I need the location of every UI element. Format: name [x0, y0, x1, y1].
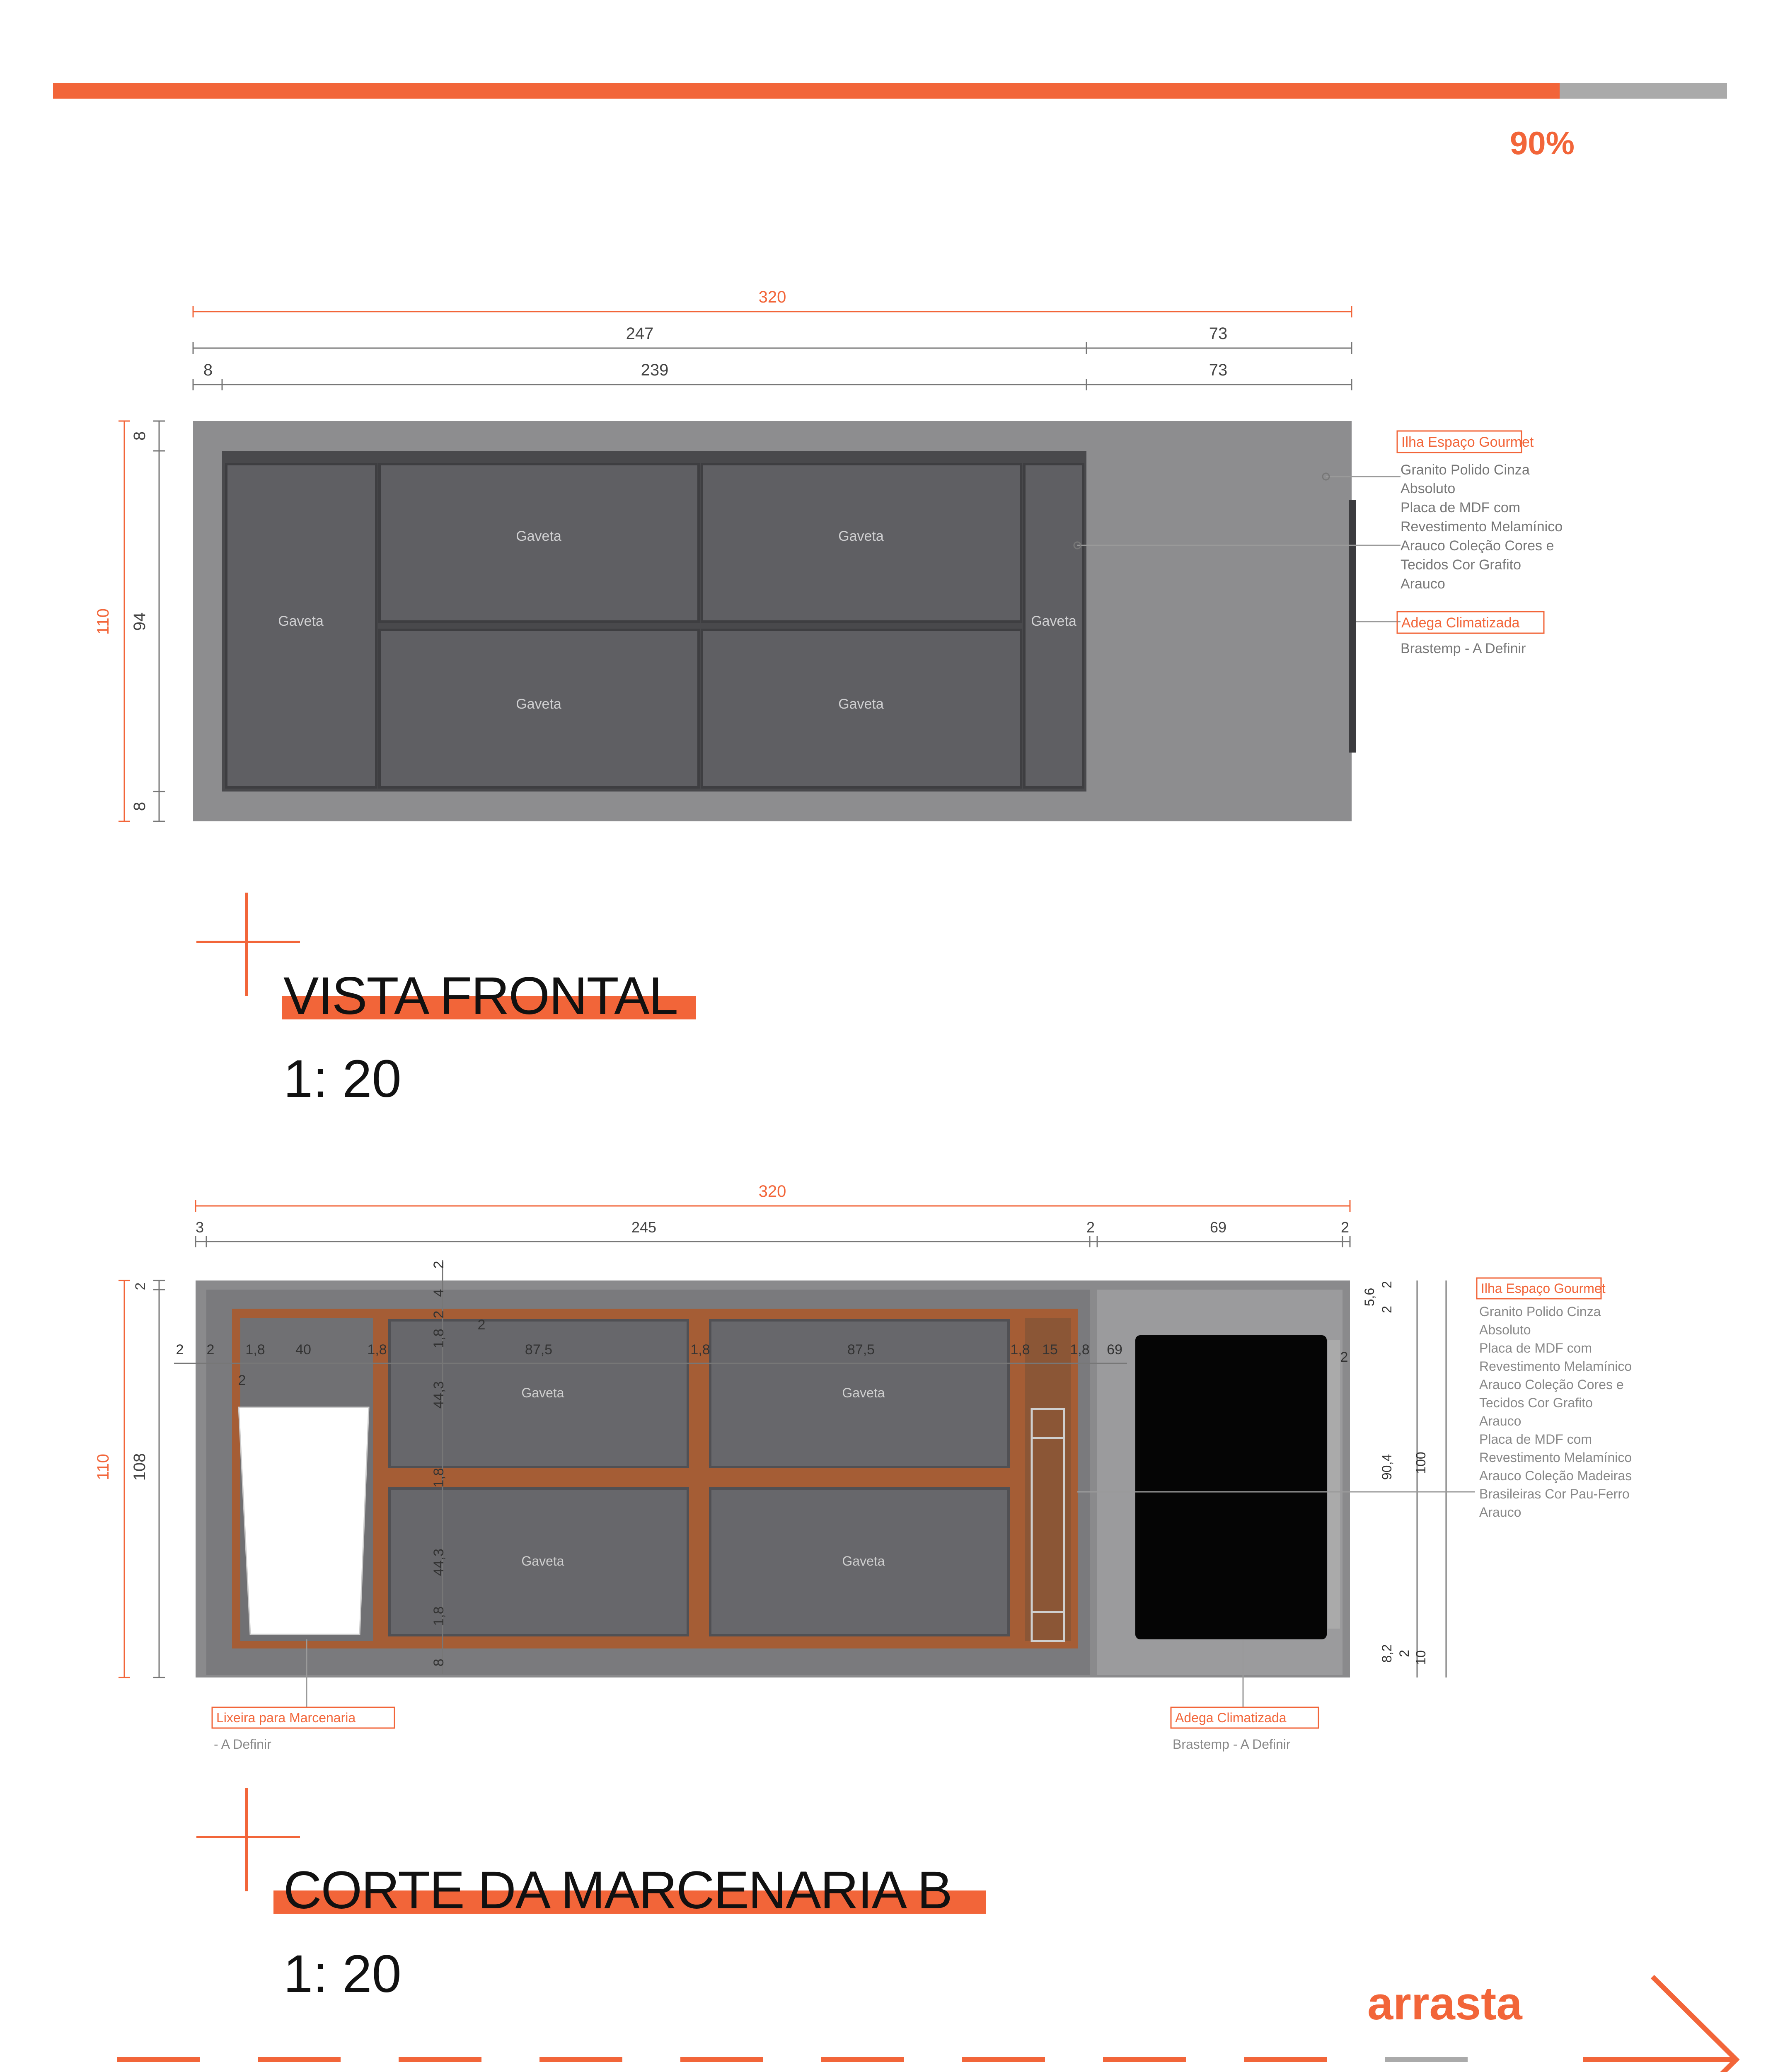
cut-dim-2a: 2 [1086, 1219, 1095, 1236]
section-title-front-view: VISTA FRONTAL [283, 966, 677, 1026]
cross-mark-horizontal [196, 941, 300, 943]
inner-dim: 1,8 [367, 1342, 387, 1358]
cut-dim-69: 69 [1209, 1219, 1227, 1236]
misc-dim: 2 [206, 1342, 215, 1358]
arrow-right-icon [1583, 1977, 1736, 2072]
cut-wine-cooler-handle [1328, 1340, 1340, 1629]
right-dim: 90,4 [1379, 1454, 1394, 1480]
section-scale-cut: 1: 20 [283, 1944, 402, 2004]
drawer-label: Gaveta [1031, 613, 1076, 629]
inner-dim: 69 [1107, 1342, 1122, 1358]
front-dim-v-8b: 8 [131, 801, 149, 811]
cut-note-heading: Ilha Espaço Gourmet [1481, 1281, 1606, 1296]
note-line: Revestimento Melamínico [1479, 1359, 1632, 1374]
drawer-label: Gaveta [516, 696, 561, 712]
right-dim: 2 [1379, 1306, 1394, 1313]
drawer-label: Gaveta [516, 528, 561, 544]
cut-wine-cooler [1135, 1335, 1327, 1639]
inner-v-dim: 44,3 [431, 1381, 447, 1409]
right-dim: 5,6 [1362, 1288, 1377, 1307]
section-cut-drawing [0, 1119, 1790, 1774]
inner-dim: 1,8 [690, 1342, 710, 1358]
note-line: Tecidos Cor Grafito [1401, 557, 1521, 573]
front-dim-v-94: 94 [131, 612, 149, 631]
note-line: Arauco [1479, 1414, 1522, 1428]
inner-dim: 2 [1340, 1349, 1348, 1365]
drawer-label: Gaveta [842, 1385, 885, 1400]
swipe-indicator[interactable] [0, 1964, 1790, 2072]
inner-v-dim: 1,8 [431, 1329, 447, 1348]
cut-dim-height-110: 110 [94, 1454, 112, 1480]
cut-dim-245: 245 [631, 1219, 657, 1236]
note-line: Arauco Coleção Madeiras [1479, 1468, 1632, 1483]
section-scale-front-view: 1: 20 [283, 1049, 402, 1109]
drawer-label: Gaveta [838, 696, 884, 712]
note-line: Arauco [1401, 576, 1445, 592]
right-dim: 8,2 [1379, 1644, 1394, 1663]
front-dim-8: 8 [203, 361, 213, 379]
inner-v-dim: 2 [431, 1261, 447, 1269]
right-dim: 10 [1413, 1650, 1428, 1665]
drawer-label: Gaveta [842, 1554, 885, 1569]
front-dim-overall: 320 [758, 288, 786, 306]
front-wine-heading: Adega Climatizada [1401, 615, 1520, 631]
right-dim: 2 [1379, 1281, 1394, 1288]
right-dim: 2 [1397, 1650, 1412, 1657]
cut-trash-bin [239, 1407, 369, 1634]
note-line: Arauco Coleção Cores e [1401, 538, 1554, 554]
inner-dim: 1,8 [1070, 1342, 1090, 1358]
front-note-heading: Ilha Espaço Gourmet [1401, 434, 1534, 450]
drawer-label: Gaveta [521, 1554, 564, 1569]
note-line: Placa de MDF com [1401, 500, 1521, 516]
note-line: Arauco Coleção Cores e [1479, 1377, 1624, 1392]
cut-dim-overall: 320 [758, 1182, 786, 1201]
cross-mark-vertical [245, 893, 248, 996]
inner-v-dim: 1,8 [431, 1606, 447, 1626]
front-wine-line: Brastemp - A Definir [1401, 641, 1526, 656]
note-line: Granito Polido Cinza [1401, 462, 1530, 478]
front-dim-239: 239 [641, 361, 669, 379]
inner-dim: 15 [1042, 1342, 1058, 1358]
inner-v-dim: 2 [431, 1310, 447, 1319]
drawer-label: Gaveta [838, 528, 884, 544]
cut-dim-v-108: 108 [131, 1453, 149, 1481]
right-dim: 100 [1413, 1452, 1428, 1474]
front-dim-height-110: 110 [94, 608, 112, 635]
drawer-label: Gaveta [278, 613, 324, 629]
inner-v-dim: 8 [431, 1658, 447, 1667]
drag-hint-label: arrasta [1367, 1978, 1522, 2029]
inner-v-dim: 1,8 [431, 1468, 447, 1488]
cut-wine-line: Brastemp - A Definir [1173, 1737, 1291, 1752]
section-title-cut: CORTE DA MARCENARIA B [283, 1861, 952, 1920]
inner-dim: 1,8 [1010, 1342, 1030, 1358]
note-line: Tecidos Cor Grafito [1479, 1395, 1593, 1410]
front-dim-v-8a: 8 [131, 431, 149, 441]
misc-dim: 2 [477, 1317, 486, 1333]
note-line: Revestimento Melamínico [1479, 1450, 1632, 1465]
progress-label: 90% [1509, 125, 1575, 161]
note-line: Arauco [1479, 1505, 1522, 1520]
front-wine-door-edge [1349, 500, 1356, 753]
cross-mark-horizontal [196, 1836, 300, 1838]
note-line: Revestimento Melamínico [1401, 519, 1563, 535]
inner-dim: 87,5 [525, 1342, 553, 1358]
inner-v-dim: 4 [431, 1289, 447, 1297]
inner-v-dim: 44,3 [431, 1548, 447, 1576]
cut-dim-2b: 2 [1340, 1219, 1350, 1236]
cut-wine-heading: Adega Climatizada [1175, 1710, 1287, 1725]
misc-dim: 2 [238, 1372, 246, 1388]
cross-mark-vertical [245, 1788, 248, 1891]
inner-dim: 2 [176, 1342, 184, 1358]
drawer-label: Gaveta [521, 1385, 564, 1400]
front-dim-247: 247 [626, 324, 654, 343]
cut-dim-v-2: 2 [133, 1282, 148, 1290]
cut-bin-line: - A Definir [214, 1737, 271, 1752]
note-line: Absoluto [1479, 1322, 1531, 1337]
inner-dim: 40 [295, 1342, 311, 1358]
note-line: Granito Polido Cinza [1479, 1304, 1601, 1319]
note-line: Placa de MDF com [1479, 1341, 1592, 1356]
front-dim-73b: 73 [1209, 361, 1228, 379]
note-line: Absoluto [1401, 481, 1456, 496]
note-line: Brasileiras Cor Pau-Ferro [1479, 1486, 1630, 1501]
front-dim-73a: 73 [1209, 324, 1228, 343]
note-line: Placa de MDF com [1479, 1432, 1592, 1447]
cut-bin-heading: Lixeira para Marcenaria [216, 1710, 356, 1725]
inner-dim: 1,8 [245, 1342, 265, 1358]
cut-dim-3: 3 [195, 1219, 204, 1236]
front-view-drawing [0, 0, 1790, 870]
inner-dim: 87,5 [847, 1342, 875, 1358]
